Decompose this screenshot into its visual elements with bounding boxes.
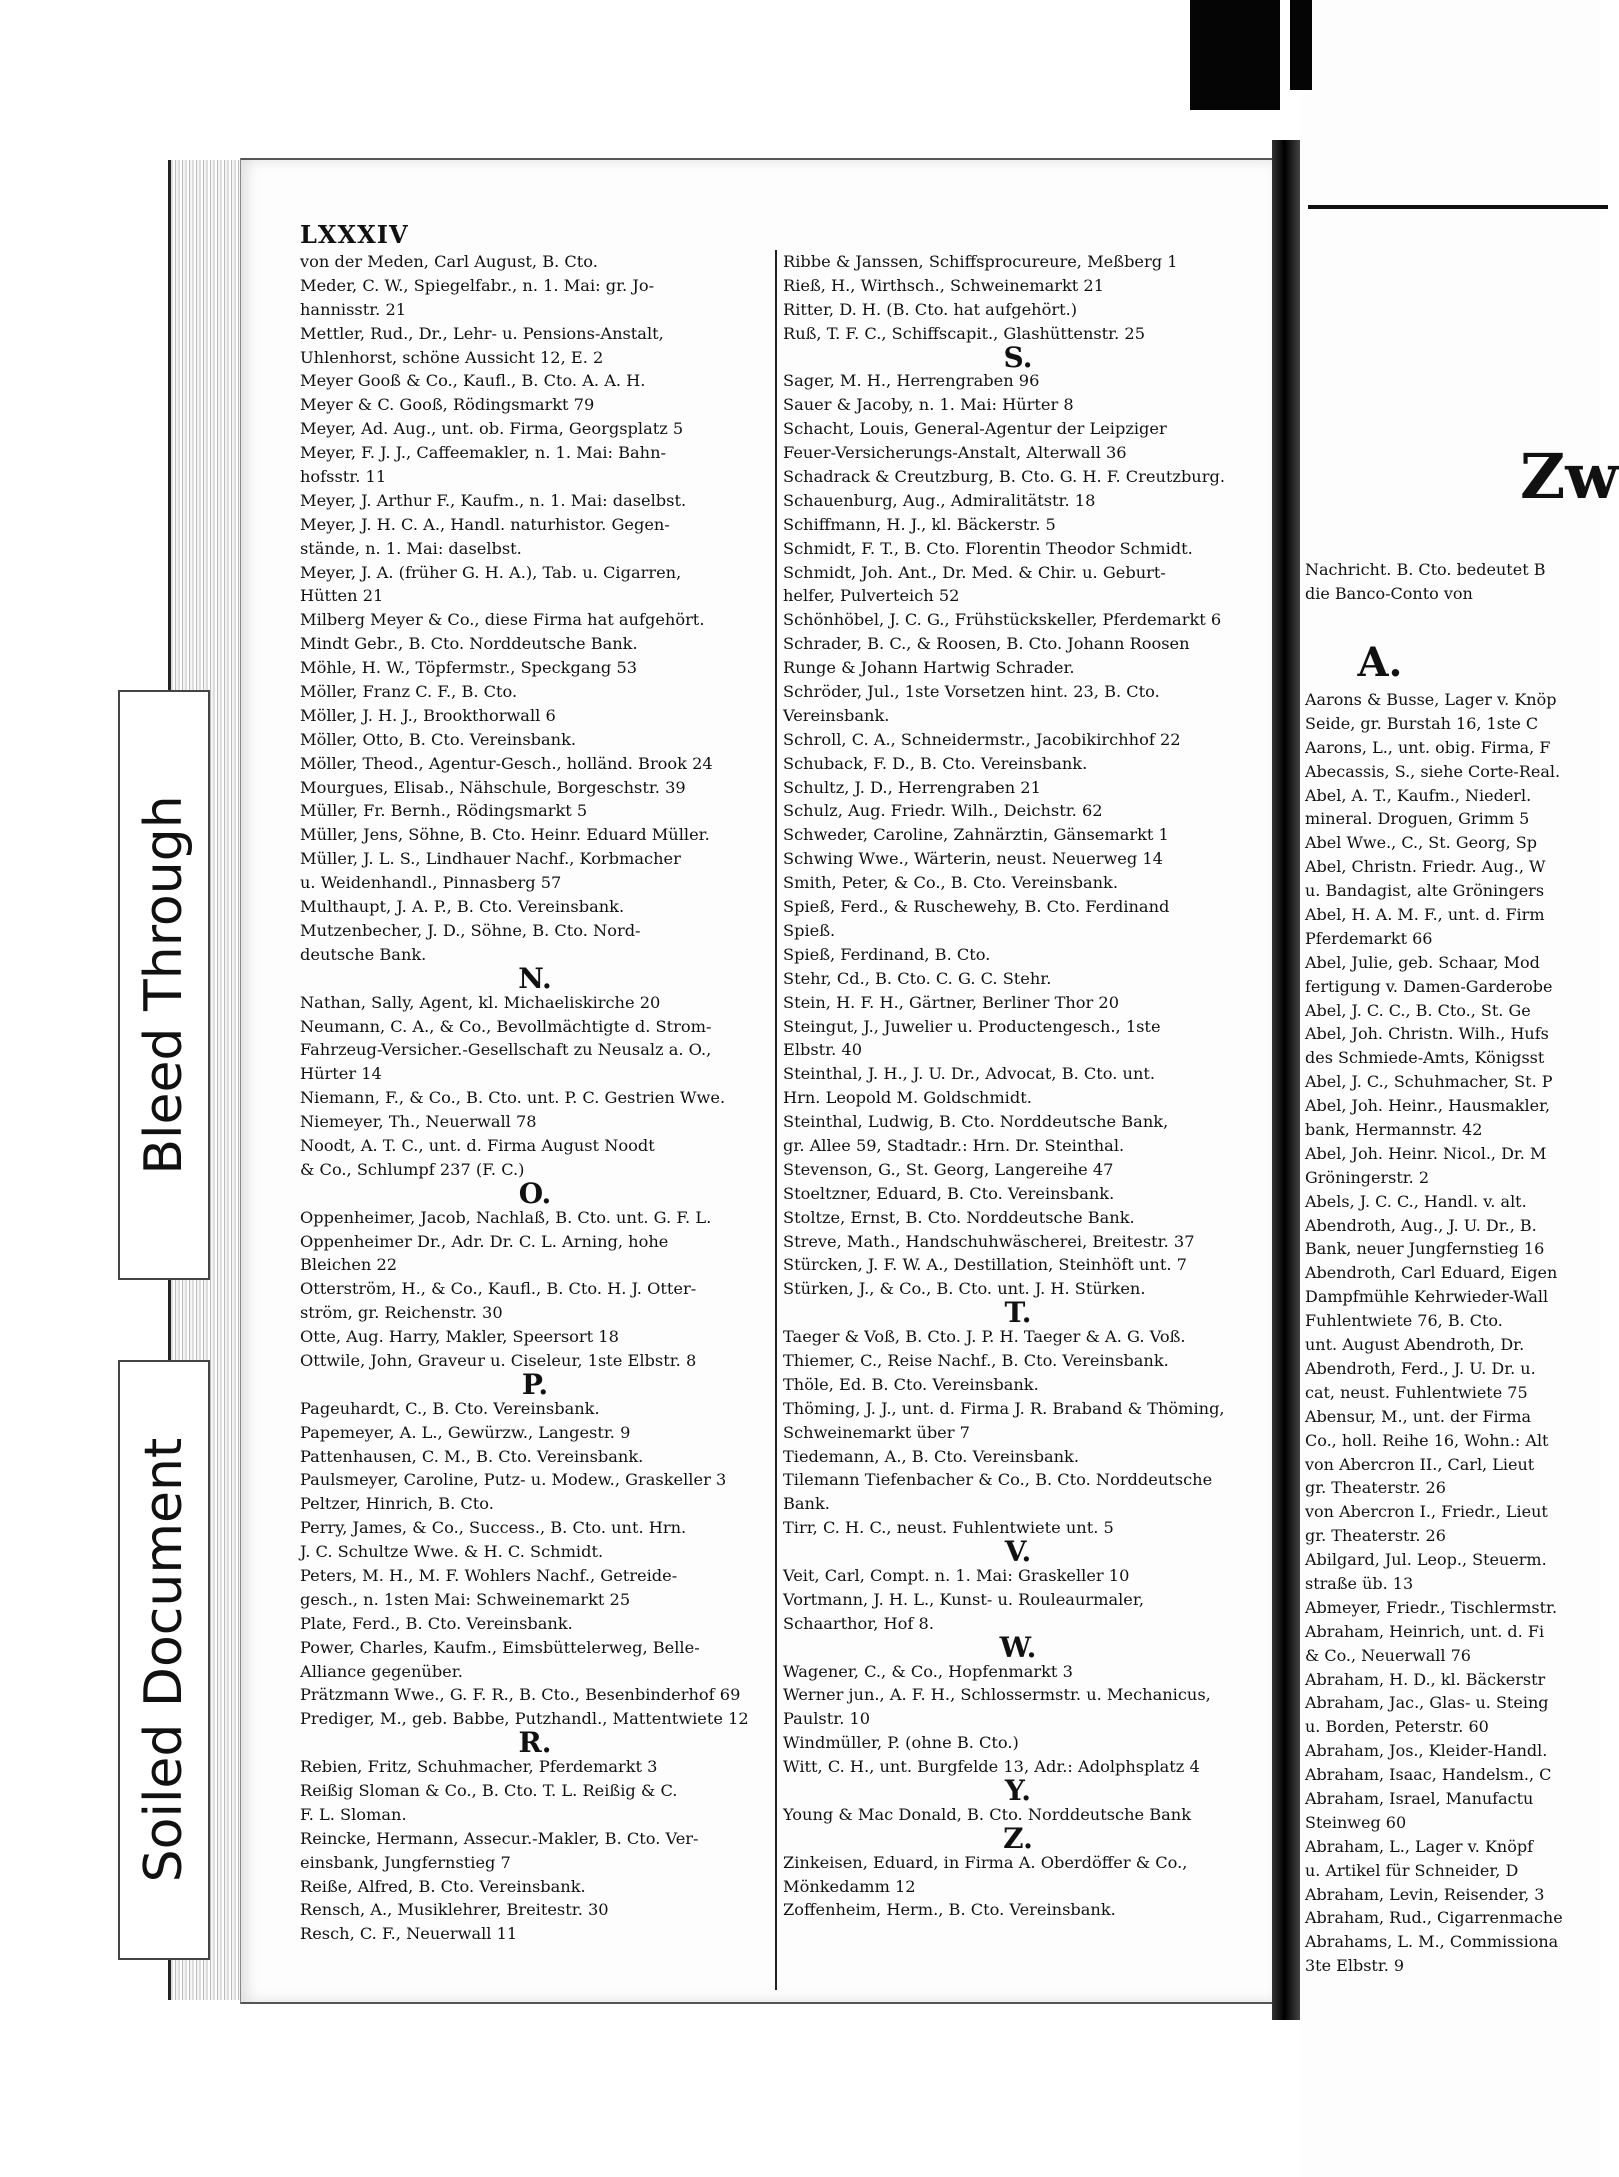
directory-entry: Abilgard, Jul. Leop., Steuerm. [1305,1550,1547,1570]
directory-entry: Abraham, Israel, Manufactu [1305,1788,1534,1808]
directory-entry: Abraham, Rud., Cigarrenmache [1305,1908,1563,1928]
directory-entry: Mutzenbecher, J. D., Söhne, B. Cto. Nord- [300,920,641,940]
directory-entry: cat, neust. Fuhlentwiete 75 [1305,1382,1528,1402]
directory-entry: Stoltze, Ernst, B. Cto. Norddeutsche Bank. [783,1207,1135,1227]
directory-entry: Gröningerstr. 2 [1305,1167,1430,1187]
directory-entry: Hrn. Leopold M. Goldschmidt. [783,1088,1032,1108]
directory-entry: Ritter, D. H. (B. Cto. hat aufgehört.) [783,299,1078,319]
section-letter: O. [518,1176,552,1210]
directory-entry: u. Weidenhandl., Pinnasberg 57 [300,873,562,893]
directory-entry: Co., holl. Reihe 16, Wohn.: Alt [1305,1430,1549,1450]
soiled-document-label [118,1360,210,1960]
directory-entry: Abels, J. C. C., Handl. v. alt. [1305,1191,1527,1211]
directory-entry: Schönhöbel, J. C. G., Frühstückskeller, Pferdemarkt 6 [783,610,1222,630]
directory-entry: Peters, M. H., M. F. Wohlers Nachf., Getreide- [300,1565,678,1585]
directory-entry: Zoffenheim, Herm., B. Cto. Vereinsbank. [783,1900,1116,1920]
directory-entry: Fuhlentwiete 76, B. Cto. [1305,1311,1503,1331]
directory-entry: Abel, H. A. M. F., unt. d. Firm [1305,905,1545,925]
directory-entry: Schiffmann, H. J., kl. Bäckerstr. 5 [783,514,1056,534]
directory-entry: Schweder, Caroline, Zahnärztin, Gänsemarkt 1 [783,825,1169,845]
directory-entry: Tirr, C. H. C., neust. Fuhlentwiete unt. 5 [783,1518,1114,1538]
directory-entry: Schuback, F. D., B. Cto. Vereinsbank. [783,753,1088,773]
directory-entry: Möller, Otto, B. Cto. Vereinsbank. [300,729,577,749]
directory-entry: Abel, Christn. Friedr. Aug., W [1305,857,1546,877]
directory-entry: Meyer, J. A. (früher G. H. A.), Tab. u. Cigarren, [300,562,682,582]
directory-entry: Wagener, C., & Co., Hopfenmarkt 3 [783,1661,1073,1681]
directory-entry: von Abercron I., Friedr., Lieut [1305,1502,1548,1522]
directory-entry: unt. August Abendroth, Dr. [1305,1335,1525,1355]
directory-entry: gesch., n. 1sten Mai: Schweinemarkt 25 [300,1589,631,1609]
directory-entry: straße üb. 13 [1305,1573,1414,1593]
directory-entry: Abendroth, Carl Eduard, Eigen [1305,1263,1558,1283]
directory-entry: Abrahams, L. M., Commissiona [1305,1932,1559,1952]
section-letter: R. [518,1726,552,1760]
directory-entry: Stein, H. F. H., Gärtner, Berliner Thor 20 [783,992,1120,1012]
dark-corner-edge [1290,0,1312,90]
directory-entry: Mönkedamm 12 [783,1876,916,1896]
directory-entry: Nathan, Sally, Agent, kl. Michaeliskirche 20 [300,992,661,1012]
directory-entry: Reißig Sloman & Co., B. Cto. T. L. Reißig & C. [300,1781,678,1800]
directory-entry: Elbstr. 40 [783,1040,863,1060]
directory-entry: Windmüller, P. (ohne B. Cto.) [783,1733,1019,1753]
directory-entry: Niemeyer, Th., Neuerwall 78 [300,1112,537,1132]
section-letter: V. [1004,1535,1032,1569]
directory-entry: Schmidt, Joh. Ant., Dr. Med. & Chir. u. Geburt- [783,562,1166,582]
directory-entry: Thöle, Ed. B. Cto. Vereinsbank. [783,1374,1039,1394]
directory-entry: Sager, M. H., Herrengraben 96 [783,371,1040,391]
section-letter: T. [1004,1296,1032,1330]
directory-entry: Möller, J. H. J., Brookthorwall 6 [300,705,556,725]
directory-entry: Tiedemann, A., B. Cto. Vereinsbank. [783,1446,1079,1466]
directory-entry: Hürter 14 [300,1064,382,1084]
directory-entry: des Schmiede-Amts, Königsst [1305,1048,1545,1068]
directory-column-2 [775,250,1253,1990]
directory-entry: Rieß, H., Wirthsch., Schweinemarkt 21 [783,275,1105,295]
directory-entry: Noodt, A. T. C., unt. d. Firma August Noodt [300,1135,655,1155]
directory-entry: Steinthal, J. H., J. U. Dr., Advocat, B. Cto. unt. [783,1064,1156,1084]
directory-entry: Abmeyer, Friedr., Tischlermstr. [1305,1597,1558,1617]
directory-entry: Sauer & Jacoby, n. 1. Mai: Hürter 8 [783,395,1074,415]
directory-entry: ström, gr. Reichenstr. 30 [300,1303,503,1323]
directory-entry: & Co., Neuerwall 76 [1305,1645,1471,1665]
directory-entry: von Abercron II., Carl, Lieut [1305,1454,1535,1474]
directory-entry: Mettler, Rud., Dr., Lehr- u. Pensions-Anstalt, [300,323,664,343]
directory-entry: 3te Elbstr. 9 [1305,1956,1405,1976]
soiled-document-text: Soiled Document [134,1437,194,1883]
directory-entry: Aarons, L., unt. obig. Firma, F [1305,737,1551,757]
directory-entry: Ottwile, John, Graveur u. Ciseleur, 1ste Elbstr. 8 [300,1350,697,1370]
directory-entry: Feuer-Versicherungs-Anstalt, Alterwall 36 [783,443,1127,463]
directory-entry: Abraham, Jos., Kleider-Handl. [1305,1741,1548,1761]
directory-entry: Schroll, C. A., Schneidermstr., Jacobikirchhof 22 [783,729,1181,749]
directory-entry: Abensur, M., unt. der Firma [1305,1406,1532,1426]
directory-entry: einsbank, Jungfernstieg 7 [300,1852,511,1872]
directory-entry: Abendroth, Aug., J. U. Dr., B. [1305,1215,1537,1235]
directory-entry: Multhaupt, J. A. P., B. Cto. Vereinsbank. [300,897,625,917]
directory-entry: Runge & Johann Hartwig Schrader. [783,658,1075,678]
directory-entry: Schultz, J. D., Herrengraben 21 [783,777,1041,797]
directory-entry: Thöming, J. J., unt. d. Firma J. R. Braband & Thöming, [783,1398,1225,1418]
directory-entry: Schauenburg, Aug., Admiralitätstr. 18 [783,490,1096,510]
right-page-heading: Zw [1520,440,1619,513]
directory-entry: Abel, Julie, geb. Schaar, Mod [1305,952,1540,972]
directory-entry: Spieß, Ferdinand, B. Cto. [783,944,991,964]
page-number: LXXXIV [300,220,409,249]
right-page-notice [1305,558,1605,606]
directory-entry: gr. Theaterstr. 26 [1305,1526,1446,1546]
directory-entry: Möhle, H. W., Töpfermstr., Speckgang 53 [300,658,638,678]
directory-entry: helfer, Pulverteich 52 [783,586,960,606]
directory-entry: Meyer, Ad. Aug., unt. ob. Firma, Georgsplatz 5 [300,419,684,439]
directory-entry: von der Meden, Carl August, B. Cto. [300,252,598,271]
directory-entry: Prätzmann Wwe., G. F. R., B. Cto., Besenbinderhof 69 [300,1685,741,1705]
directory-entry: Seide, gr. Burstah 16, 1ste C [1305,713,1539,733]
section-letter: N. [518,961,552,995]
directory-entry: Niemann, F., & Co., B. Cto. unt. P. C. Gestrien Wwe. [300,1088,726,1108]
directory-entry: Spieß, Ferd., & Ruschewehy, B. Cto. Ferdinand [783,897,1170,917]
directory-entry: Stevenson, G., St. Georg, Langereihe 47 [783,1159,1114,1179]
directory-entry: bank, Hermannstr. 42 [1305,1120,1483,1140]
directory-entry: Taeger & Voß, B. Cto. J. P. H. Taeger & A. G. Voß. [783,1327,1186,1347]
directory-entry: Schröder, Jul., 1ste Vorsetzen hint. 23, B. Cto. [783,682,1160,702]
directory-entry: u. Artikel für Schneider, D [1305,1860,1519,1880]
directory-entry: Aarons & Busse, Lager v. Knöp [1305,690,1557,709]
directory-entry: Paulsmeyer, Caroline, Putz- u. Modew., Graskeller 3 [300,1470,727,1490]
directory-entry: deutsche Bank. [300,944,427,964]
directory-entry: Abendroth, Ferd., J. U. Dr. u. [1305,1358,1536,1378]
directory-entry: Schaarthor, Hof 8. [783,1613,934,1633]
directory-entry: F. L. Sloman. [300,1804,407,1824]
directory-entry: Meder, C. W., Spiegelfabr., n. 1. Mai: gr. Jo- [300,275,655,295]
directory-entry: Werner jun., A. F. H., Schlossermstr. u. Mechanicus, [783,1685,1211,1705]
directory-entry: Stürcken, J. F. W. A., Destillation, Steinhöft unt. 7 [783,1255,1187,1275]
directory-entry: Vereinsbank. [783,705,890,725]
directory-entry: Otte, Aug. Harry, Makler, Speersort 18 [300,1327,619,1347]
directory-entry: Abraham, Heinrich, unt. d. Fi [1305,1621,1545,1641]
section-letter: S. [1003,340,1033,374]
directory-entry: Schweinemarkt über 7 [783,1422,970,1442]
directory-entry: Oppenheimer Dr., Adr. Dr. C. L. Arning, hohe [300,1231,669,1251]
directory-entry: Veit, Carl, Compt. n. 1. Mai: Graskeller 10 [783,1565,1130,1585]
directory-entry: Smith, Peter, & Co., B. Cto. Vereinsbank. [783,873,1118,893]
directory-entry: Steinweg 60 [1305,1812,1407,1832]
section-letter: Y. [1004,1774,1032,1807]
right-page-column [1305,638,1605,1978]
directory-entry: Abraham, H. D., kl. Bäckerstr [1305,1669,1546,1689]
book-gutter [1272,140,1300,2020]
directory-entry: fertigung v. Damen-Garderobe [1305,976,1553,996]
section-letter: Z. [1003,1821,1033,1855]
directory-entry: Schmidt, F. T., B. Cto. Florentin Theodor Schmidt. [783,538,1193,558]
directory-entry: Schadrack & Creutzburg, B. Cto. G. H. F. Creutzburg. [783,467,1225,487]
directory-entry: Abel, J. C. C., B. Cto., St. Ge [1305,1000,1531,1020]
directory-entry: mineral. Droguen, Grimm 5 [1305,809,1530,829]
directory-entry: Stürken, J., & Co., B. Cto. unt. J. H. Stürken. [783,1279,1146,1299]
directory-entry: Papemeyer, A. L., Gewürzw., Langestr. 9 [300,1422,631,1442]
directory-entry: Bank. [783,1494,830,1514]
directory-column-1 [300,250,770,1946]
directory-entry: Nachricht. B. Cto. bedeutet B [1305,560,1546,579]
directory-entry: Resch, C. F., Neuerwall 11 [300,1924,518,1944]
directory-entry: Perry, James, & Co., Success., B. Cto. unt. Hrn. [300,1518,687,1538]
directory-entry: Rensch, A., Musiklehrer, Breitestr. 30 [300,1900,609,1920]
section-letter: W. [999,1630,1037,1664]
directory-entry: Schacht, Louis, General-Agentur der Leipziger [783,419,1167,439]
directory-entry: Abraham, L., Lager v. Knöpf [1305,1836,1534,1856]
directory-entry: Abel, J. C., Schuhmacher, St. P [1305,1072,1553,1092]
directory-entry: Abel, Joh. Christn. Wilh., Hufs [1305,1024,1549,1044]
directory-entry: hofsstr. 11 [300,467,387,487]
directory-entry: Stoeltzner, Eduard, B. Cto. Vereinsbank. [783,1183,1115,1203]
directory-entry: Abel Wwe., C., St. Georg, Sp [1305,833,1537,853]
directory-entry: gr. Allee 59, Stadtadr.: Hrn. Dr. Steinthal. [783,1135,1125,1155]
directory-entry: Pattenhausen, C. M., B. Cto. Vereinsbank. [300,1446,644,1466]
directory-entry: Müller, Jens, Söhne, B. Cto. Heinr. Eduard Müller. [300,825,710,845]
directory-entry: die Banco-Conto von [1305,583,1473,603]
directory-entry: Meyer, J. Arthur F., Kaufm., n. 1. Mai: daselbst. [300,490,687,510]
directory-entry: u. Bandagist, alte Gröningers [1305,881,1545,901]
directory-entry: Steingut, J., Juwelier u. Productengesch., 1ste [783,1016,1161,1036]
directory-entry: Abel, Joh. Heinr., Hausmakler, [1305,1096,1551,1116]
directory-entry: Dampfmühle Kehrwieder-Wall [1305,1287,1549,1307]
directory-entry: Plate, Ferd., B. Cto. Vereinsbank. [300,1613,573,1633]
directory-entry: Prediger, M., geb. Babbe, Putzhandl., Mattentwiete 12 [300,1709,749,1729]
directory-entry: Meyer, J. H. C. A., Handl. naturhistor. Gegen- [300,514,670,534]
directory-entry: Bank, neuer Jungfernstieg 16 [1305,1239,1545,1259]
bleed-through-text: Bleed Through [134,795,194,1175]
directory-entry: Möller, Franz C. F., B. Cto. [300,682,518,702]
directory-entry: & Co., Schlumpf 237 (F. C.) [300,1159,525,1179]
directory-entry: Zinkeisen, Eduard, in Firma A. Oberdöffer & Co., [783,1852,1188,1872]
section-letter: A. [1357,639,1403,686]
directory-entry: Streve, Math., Handschuhwäscherei, Breitestr. 37 [783,1231,1195,1251]
directory-entry: Rebien, Fritz, Schuhmacher, Pferdemarkt 3 [300,1757,658,1777]
directory-entry: gr. Theaterstr. 26 [1305,1478,1446,1498]
directory-entry: Ruß, T. F. C., Schiffscapit., Glashüttenstr. 25 [783,323,1146,343]
directory-entry: Abraham, Levin, Reisender, 3 [1305,1884,1545,1904]
directory-entry: Thiemer, C., Reise Nachf., B. Cto. Vereinsbank. [783,1350,1169,1370]
directory-entry: Pferdemarkt 66 [1305,928,1433,948]
directory-entry: J. C. Schultze Wwe. & H. C. Schmidt. [300,1542,604,1562]
directory-entry: Abraham, Isaac, Handelsm., C [1305,1765,1552,1785]
directory-entry: Vortmann, J. H. L., Kunst- u. Rouleaurmaler, [783,1589,1144,1609]
directory-entry: Hütten 21 [300,586,384,606]
directory-entry: Mindt Gebr., B. Cto. Norddeutsche Bank. [300,634,638,654]
directory-entry: Alliance gegenüber. [300,1661,463,1681]
directory-entry: Reincke, Hermann, Assecur.-Makler, B. Cto. Ver- [300,1828,699,1848]
directory-entry: Steinthal, Ludwig, B. Cto. Norddeutsche Bank, [783,1112,1169,1132]
directory-entry: Milberg Meyer & Co., diese Firma hat aufgehört. [300,610,705,630]
directory-entry: Witt, C. H., unt. Burgfelde 13, Adr.: Adolphsplatz 4 [783,1757,1200,1777]
directory-entry: Pageuhardt, C., B. Cto. Vereinsbank. [300,1398,600,1418]
section-letter: P. [521,1367,549,1401]
header-rule [1308,205,1608,209]
directory-entry: Müller, Fr. Bernh., Rödingsmarkt 5 [300,801,588,821]
directory-entry: Bleichen 22 [300,1255,398,1275]
directory-entry: Müller, J. L. S., Lindhauer Nachf., Korbmacher [300,849,681,869]
directory-entry: Schrader, B. C., & Roosen, B. Cto. Johann Roosen [783,634,1190,654]
directory-entry: Neumann, C. A., & Co., Bevollmächtigte d. Strom- [300,1016,712,1036]
directory-entry: Uhlenhorst, schöne Aussicht 12, E. 2 [300,347,604,367]
directory-entry: Stehr, Cd., B. Cto. C. G. C. Stehr. [783,968,1052,988]
directory-entry: Reiße, Alfred, B. Cto. Vereinsbank. [300,1876,586,1896]
directory-entry: Tilemann Tiefenbacher & Co., B. Cto. Norddeutsche [783,1470,1213,1490]
directory-entry: Meyer & C. Gooß, Rödingsmarkt 79 [300,395,595,415]
directory-entry: Abel, Joh. Heinr. Nicol., Dr. M [1305,1143,1547,1163]
directory-entry: Meyer Gooß & Co., Kaufl., B. Cto. A. A. H. [300,371,646,391]
directory-entry: Power, Charles, Kaufm., Eimsbüttelerweg, Belle- [300,1637,700,1657]
dark-corner [1190,0,1280,110]
directory-entry: stände, n. 1. Mai: daselbst. [300,538,522,558]
directory-entry: Paulstr. 10 [783,1709,871,1729]
directory-entry: Oppenheimer, Jacob, Nachlaß, B. Cto. unt. G. F. L. [300,1207,712,1227]
directory-entry: Schulz, Aug. Friedr. Wilh., Deichstr. 62 [783,801,1103,821]
directory-entry: Mourgues, Elisab., Nähschule, Borgeschstr. 39 [300,777,686,797]
directory-entry: Möller, Theod., Agentur-Gesch., holländ. Brook 24 [300,753,713,773]
directory-entry: Otterström, H., & Co., Kaufl., B. Cto. H. J. Otter- [300,1279,697,1299]
directory-entry: Schwing Wwe., Wärterin, neust. Neuerweg 14 [783,849,1163,869]
directory-entry: u. Borden, Peterstr. 60 [1305,1717,1489,1737]
directory-entry: Meyer, F. J. J., Caffeemakler, n. 1. Mai: Bahn- [300,443,667,463]
directory-entry: Abecassis, S., siehe Corte-Real. [1305,761,1561,781]
directory-entry: Spieß. [783,920,836,940]
directory-entry: Abel, A. T., Kaufm., Niederl. [1305,785,1532,805]
directory-entry: hannisstr. 21 [300,299,407,319]
bleed-through-label [118,690,210,1280]
directory-entry: Ribbe & Janssen, Schiffsprocureure, Meßberg 1 [783,252,1178,271]
directory-entry: Peltzer, Hinrich, B. Cto. [300,1494,494,1514]
directory-entry: Abraham, Jac., Glas- u. Steing [1305,1693,1549,1713]
directory-entry: Fahrzeug-Versicher.-Gesellschaft zu Neusalz a. O., [300,1040,712,1060]
directory-entry: Young & Mac Donald, B. Cto. Norddeutsche Bank [783,1804,1192,1824]
